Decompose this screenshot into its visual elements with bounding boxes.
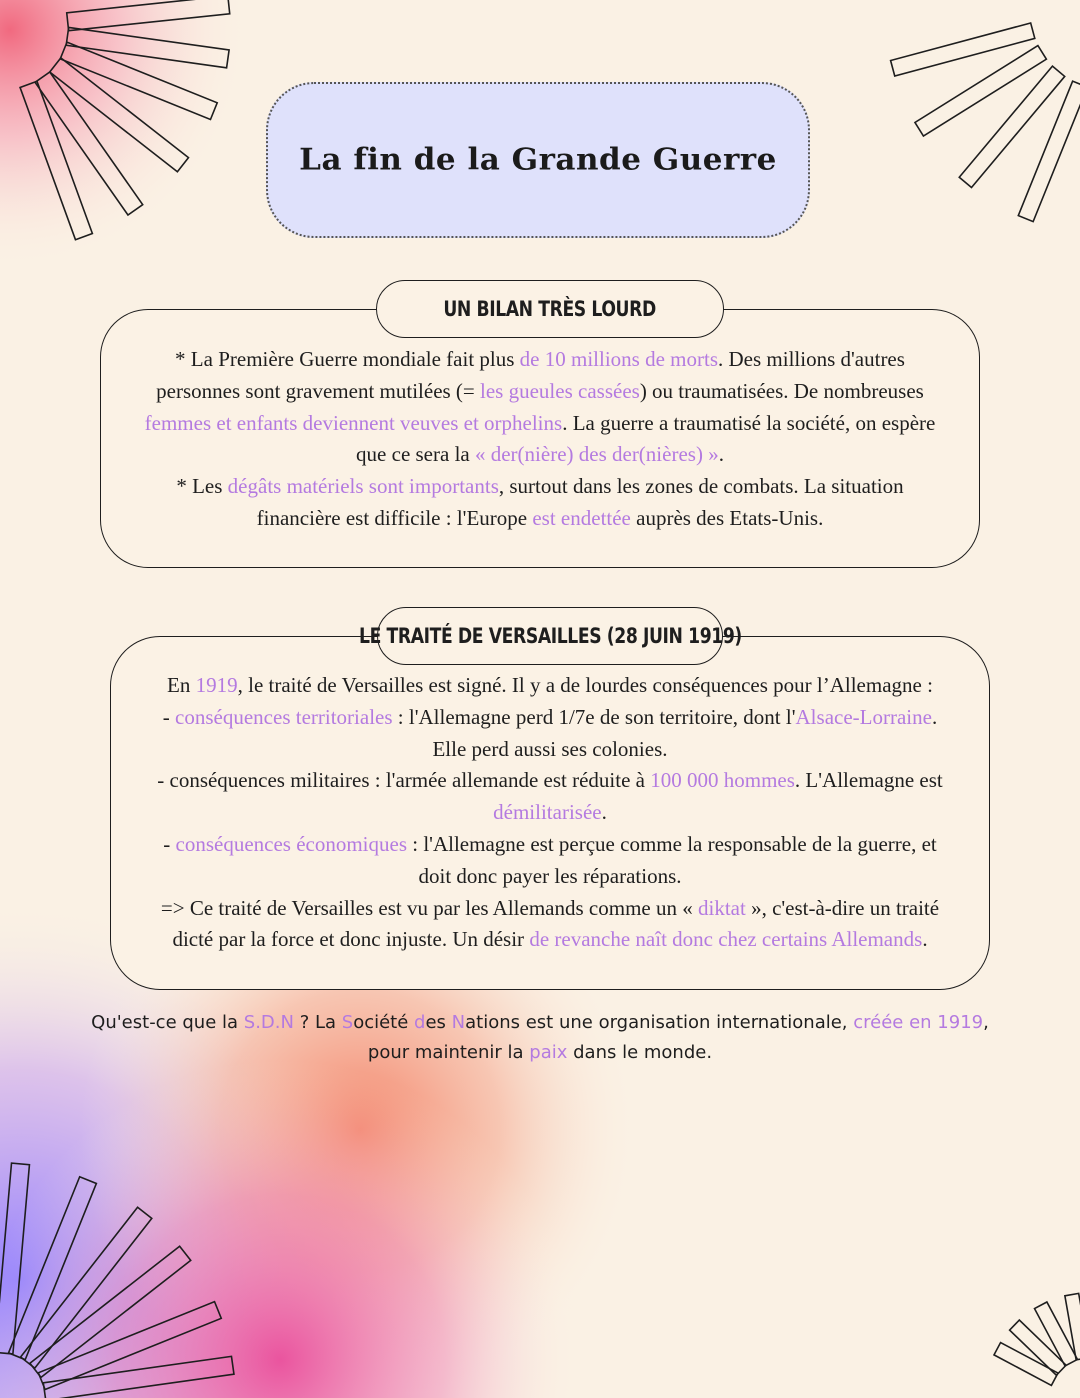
body-text: ) ou traumatisées. De nombreuses (639, 378, 924, 403)
highlight-text: paix (529, 1041, 568, 1063)
highlight-text: « der(nière) des der(nières) » (474, 442, 719, 467)
body-text: Qu'est-ce que la (91, 1012, 244, 1033)
section2-line (114, 670, 986, 702)
body-text: pour maintenir la (367, 1041, 530, 1063)
body-text: En (167, 673, 196, 697)
highlight-text: les gueules cassées (480, 378, 640, 403)
body-text: », c'est-à-dire un traité (745, 895, 940, 920)
body-text: dans le monde. (567, 1041, 713, 1063)
section2-line (114, 893, 986, 925)
highlight-text: de revanche naît donc chez certains Allemands (529, 927, 923, 952)
section-traite-text (114, 670, 986, 956)
section2-line (114, 765, 986, 797)
section1-line (104, 503, 976, 535)
highlight-text: de 10 millions de morts (519, 347, 718, 371)
highlight-text: 100 000 hommes (650, 768, 795, 793)
body-text: => Ce traité de Versailles est vu par les Allemands comme un « (160, 895, 698, 920)
body-text: , le traité de Versailles est signé. Il y a de lourdes conséquences pour l’Allemagne : (237, 673, 933, 697)
section2-line (114, 702, 986, 734)
body-text: , (983, 1012, 989, 1033)
section-bilan-heading: UN BILAN TRÈS LOURD (376, 280, 724, 338)
body-text: * La Première Guerre mondiale fait plus (175, 347, 520, 371)
body-text: doit donc payer les réparations. (418, 863, 682, 888)
section1-line (104, 439, 976, 471)
body-text: dicté par la force et donc injuste. Un désir (172, 927, 530, 952)
highlight-text: diktat (697, 895, 746, 920)
highlight-text: femmes et enfants deviennent veuves et orphelins (144, 410, 563, 435)
body-text: : l'Allemagne est perçue comme la responsable de la guerre, et (407, 831, 937, 856)
highlight-text: S.D.N (243, 1012, 294, 1033)
sdn-line (60, 1008, 1020, 1038)
section1-line (104, 408, 976, 440)
body-text: . Des millions d'autres (718, 347, 905, 371)
body-text: - (162, 704, 176, 729)
body-text: . (922, 927, 928, 952)
highlight-text: est endettée (532, 505, 631, 530)
body-text: : l'Allemagne perd 1/7e de son territoire, dont l' (392, 704, 796, 729)
body-text: Elle perd aussi ses colonies. (432, 736, 668, 761)
section2-line (114, 861, 986, 893)
highlight-text: 1919 (195, 673, 238, 697)
body-text: . (931, 704, 938, 729)
highlight-text: conséquences économiques (175, 831, 408, 856)
section2-line (114, 829, 986, 861)
highlight-text: créée en 1919 (853, 1012, 984, 1033)
body-text: . L'Allemagne est (794, 768, 943, 793)
section2-line (114, 797, 986, 829)
section1-line (104, 471, 976, 503)
body-text: - conséquences militaires : l'armée allemande est réduite à (157, 768, 651, 793)
body-text: . (718, 442, 724, 467)
highlight-text: N (451, 1012, 466, 1033)
highlight-text: Alsace-Lorraine (795, 704, 932, 729)
section-bilan-text (104, 344, 976, 535)
body-text: ociété (353, 1012, 415, 1033)
body-text: . (601, 800, 607, 825)
body-text: personnes sont gravement mutilées (= (156, 378, 481, 403)
body-text: ations est une organisation internationale, (465, 1012, 854, 1033)
title-box (266, 82, 810, 238)
section2-line (114, 734, 986, 766)
highlight-text: dégâts matériels sont importants (227, 474, 499, 499)
sdn-line (60, 1038, 1020, 1068)
highlight-text: d (414, 1012, 426, 1033)
section2-line (114, 924, 986, 956)
body-text: que ce sera la (356, 442, 475, 467)
section1-line (104, 376, 976, 408)
body-text: - (163, 831, 176, 856)
body-text: ? La (293, 1012, 342, 1033)
section1-line (104, 344, 976, 376)
highlight-text: conséquences territoriales (175, 704, 393, 729)
body-text: , surtout dans les zones de combats. La situation (498, 474, 904, 499)
body-text: . La guerre a traumatisé la société, on espère (562, 410, 936, 435)
page-title: La fin de la Grande Guerre (299, 142, 777, 178)
sdn-paragraph (60, 1008, 1020, 1067)
highlight-text: démilitarisée (493, 800, 602, 825)
body-text: es (425, 1012, 452, 1033)
body-text: financière est difficile : l'Europe (256, 505, 533, 530)
highlight-text: S (341, 1012, 354, 1033)
body-text: auprès des Etats-Unis. (630, 505, 824, 530)
body-text: * Les (176, 474, 228, 499)
section-traite-heading: LE TRAITÉ DE VERSAILLES (28 JUIN 1919) (377, 607, 723, 665)
